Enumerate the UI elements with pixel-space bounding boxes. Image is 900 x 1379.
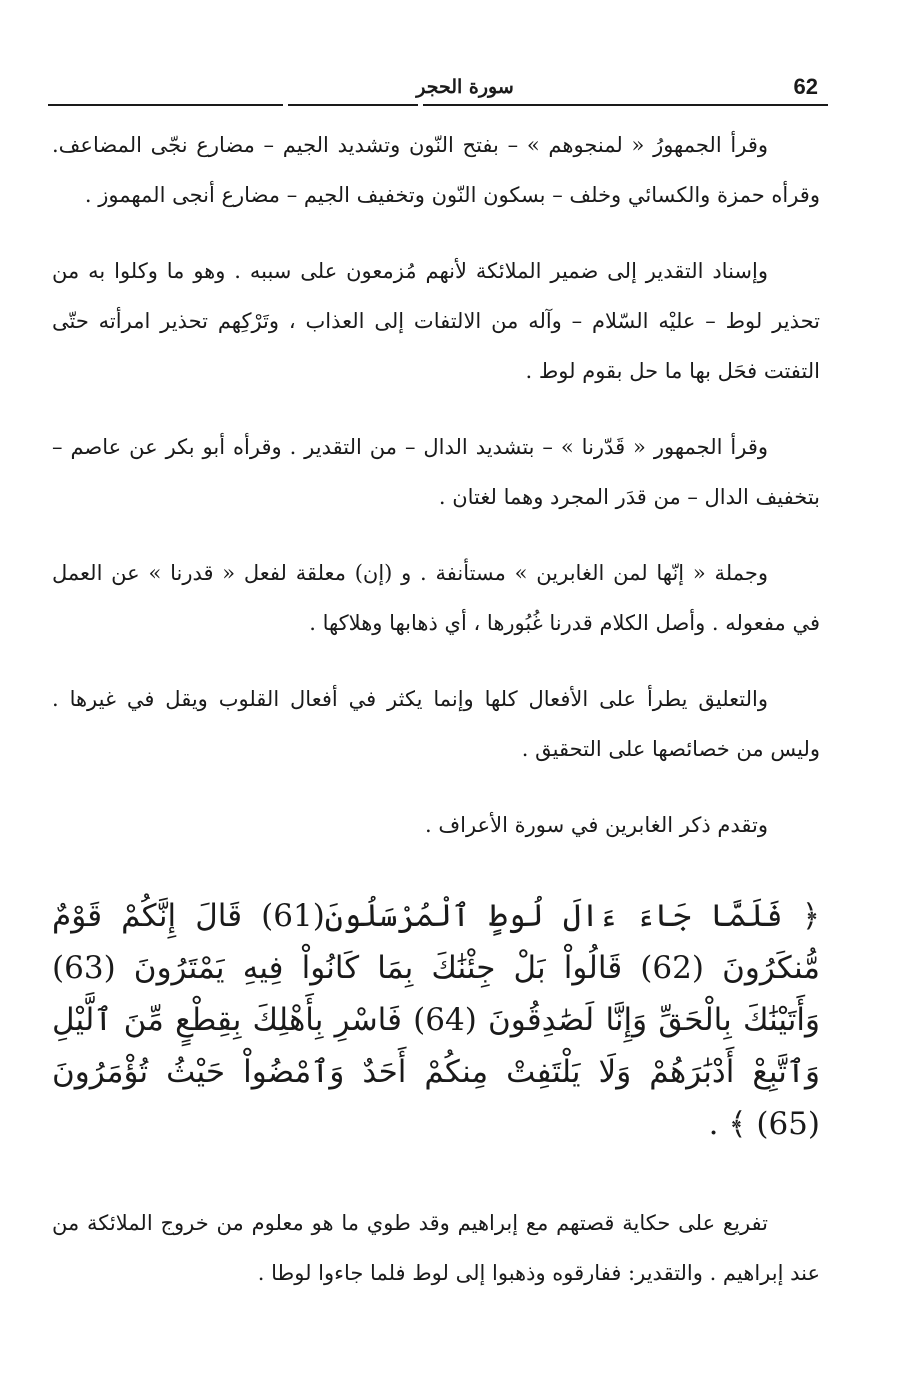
page-number: 62 [793, 74, 818, 99]
header-rule [48, 104, 283, 106]
commentary-paragraph: تفريع على حكاية قصتهم مع إبراهيم وقد طوي ما هو معلوم من خروج الملائكة من عند إبراهيم . والتقدير: ففارقوه وذهبوا إلى لوط فلما جاءوا لوطا . [52, 1211, 820, 1285]
page-body [52, 120, 820, 1324]
paragraph: وجملة « إنّها لمن الغابرين » مستأنفة . و (إن) معلقة لفعل « قدرنا » عن العمل في مفعوله . وأصل الكلام قدرنا غُبُورها ، أي ذهابها وهلاكها . [52, 561, 820, 635]
page-header [48, 68, 828, 108]
paragraph: والتعليق يطرأ على الأفعال كلها وإنما يكثر في أفعال القلوب ويقل في غيرها . وليس من خصائصها على التحقيق . [52, 687, 820, 761]
paragraph: وقرأ الجمهور « قَدّرنا » – بتشديد الدال – من التقدير . وقرأه أبو بكر عن عاصم – بتخفيف الدال – من قدَر المجرد وهما لغتان . [52, 435, 820, 509]
paragraph: وتقدم ذكر الغابرين في سورة الأعراف . [425, 813, 768, 837]
paragraph: وإسناد التقدير إلى ضمير الملائكة لأنهم مُزمعون على سببه . وهو ما وكلوا به من تحذير لوط – عليْه السّلام – وآله من الالتفات إلى العذاب ، وتَرْكِهم تحذير امرأته حتّى التفتت فحَل بها ما حل بقوم لوط . [52, 259, 820, 383]
quran-verses: ﴿ فَلَمَّا جَاءَ ءَالَ لُوطٍ ٱلْمُرْسَلُونَ(61) قَالَ إِنَّكُمْ قَوْمٌ مُّنكَرُونَ (62) قَالُواْ بَلْ جِئْنَٰكَ بِمَا كَانُواْ فِيهِ يَمْتَرُونَ (63) وَأَتَيْنَٰكَ بِالْحَقِّ وَإِنَّا لَصَٰدِقُونَ (64) فَاسْرِ بِأَهْلِكَ بِقِطْعٍ مِّنَ ٱلَّيْلِ وَٱتَّبِعْ أَدْبَٰرَهُمْ وَلَا يَلْتَفِتْ مِنكُمْ أَحَدٌ وَٱمْضُواْ حَيْثُ تُؤْمَرُونَ (65) ﴾ . [52, 898, 821, 1142]
paragraph: وقرأ الجمهورُ « لمنجوهم » – بفتح النّون وتشديد الجيم – مضارع نجّى المضاعف. وقرأه حمزة والكسائي وخلف – بسكون النّون وتخفيف الجيم – مضارع أنجى المهموز . [52, 133, 820, 207]
header-rule [288, 104, 418, 106]
surah-title: سورة الحجر [416, 76, 514, 98]
header-rule [423, 104, 828, 106]
